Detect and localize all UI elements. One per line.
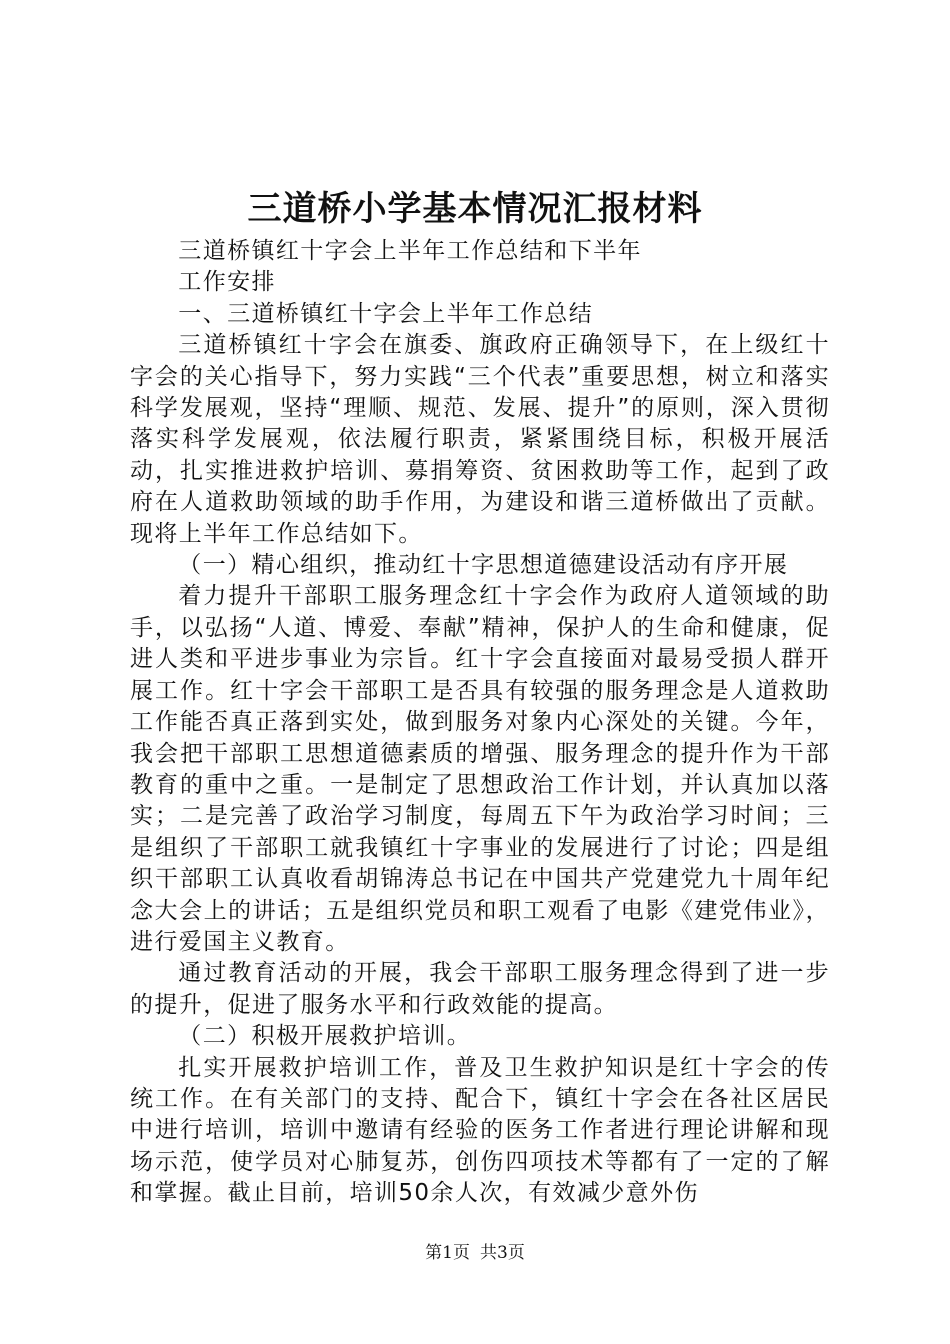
paragraph-1: 三道桥镇红十字会在旗委、旗政府正确领导下，在上级红十字会的关心指导下，努力实践“三个代表”重要思想，树立和落实科学发展观，坚持“理顺、规范、发展、提升”的原则，深入贯彻落实科学发展观，依法履行职责，紧紧围绕目标，积极开展活动，扎实推进救护培训、募捐筹资、贫困救助等工作，起到了政府在人道救助领域的助手作用，为建设和谐三道桥做出了贡献。现将上半年工作总结如下。 — [130, 332, 830, 547]
subtitle-line-2: 工作安排 — [178, 269, 276, 296]
page-total: 共3页 — [480, 1243, 525, 1263]
paragraph-3: 通过教育活动的开展，我会干部职工服务理念得到了进一步的提升，促进了服务水平和行政效能的提高。 — [130, 960, 830, 1018]
subsection-1-heading: （一）精心组织，推动红十字思想道德建设活动有序开展 — [178, 552, 789, 579]
subsection-2-heading: （二）积极开展救护培训。 — [178, 1023, 472, 1050]
subtitle-line-1: 三道桥镇红十字会上半年工作总结和下半年 — [178, 238, 642, 264]
page-footer — [0, 1242, 950, 1264]
paragraph-4: 扎实开展救护培训工作，普及卫生救护知识是红十字会的传统工作。在有关部门的支持、配合下，镇红十字会在各社区居民中进行培训，培训中邀请有经验的医务工作者进行理论讲解和现场示范，使学员对心肺复苏，创伤四项技术等都有了一定的了解和掌握。截止目前，培训50余人次，有效减少意外伤 — [130, 1054, 830, 1207]
page-number: 第1页 — [425, 1243, 470, 1263]
section-1-heading: 一、三道桥镇红十字会上半年工作总结 — [178, 300, 594, 327]
paragraph-2: 着力提升干部职工服务理念红十字会作为政府人道领域的助手，以弘扬“人道、博爱、奉献”精神，保护人的生命和健康，促进人类和平进步事业为宗旨。红十字会直接面对最易受损人群开展工作。红十字会干部职工是否具有较强的服务理念是人道救助工作能否真正落到实处，做到服务对象内心深处的关键。今年，我会把干部职工思想道德素质的增强、服务理念的提升作为干部教育的重中之重。一是制定了思想政治工作计划，并认真加以落实；二是完善了政治学习制度，每周五下午为政治学习时间；三是组织了干部职工就我镇红十字事业的发展进行了讨论；四是组织干部职工认真收看胡锦涛总书记在中国共产党建党九十周年纪念大会上的讲话；五是组织党员和职工观看了电影《建党伟业》，进行爱国主义教育。 — [130, 583, 830, 955]
document-title: 三道桥小学基本情况汇报材料 — [247, 189, 703, 229]
document-body — [130, 236, 830, 1210]
